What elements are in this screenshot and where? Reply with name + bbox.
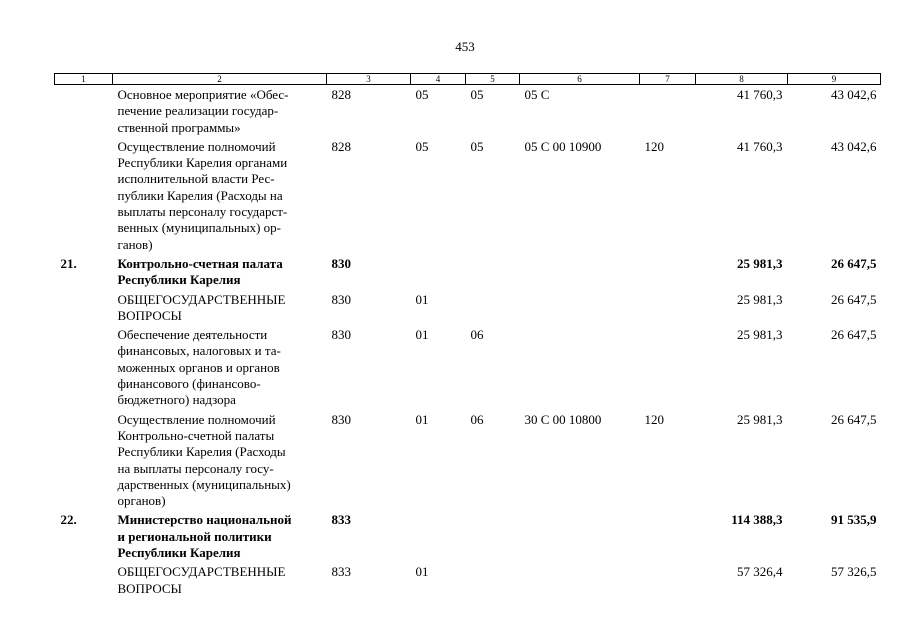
- section-code: 01: [415, 411, 429, 427]
- amount-col8: 41 760,3: [737, 138, 783, 154]
- column-header: 5: [466, 74, 520, 85]
- amount-col8: 25 981,3: [737, 327, 783, 343]
- row-number: [55, 85, 113, 136]
- ministry-code: 830: [331, 327, 351, 343]
- amount-col9: 43 042,6: [831, 87, 877, 102]
- section-code: [411, 253, 466, 289]
- subsection-code: [466, 253, 520, 289]
- row-name: Осуществление полномочий Контрольно-счетной палаты Республики Карелия (Расходы на выплаты персоналу госу- дарственных (муниципальных) органов): [117, 411, 291, 509]
- ministry-code: 828: [331, 138, 351, 154]
- table-row: [55, 289, 881, 325]
- amount-col9: 57 326,5: [831, 564, 877, 580]
- row-name: ОБЩЕГОСУДАРСТВЕННЫЕ ВОПРОСЫ: [117, 291, 286, 323]
- target-article-code: [520, 561, 640, 597]
- amount-col8: 25 981,3: [737, 255, 783, 271]
- column-header: 2: [113, 74, 327, 85]
- amount-col8: 41 760,3: [737, 87, 783, 102]
- ministry-code: 830: [331, 291, 351, 307]
- subsection-code: 06: [470, 411, 484, 427]
- row-name: Обеспечение деятельности финансовых, налоговых и та- моженных органов и органов финансового (финансово- бюджетного) надзора: [117, 327, 281, 408]
- expense-type-code: [640, 509, 696, 561]
- section-code: 05: [415, 138, 429, 154]
- page-number: 453: [455, 39, 475, 54]
- section-code: [411, 509, 466, 561]
- expense-type-code: [640, 253, 696, 289]
- amount-col8: 25 981,3: [737, 411, 783, 427]
- row-number: [55, 561, 113, 597]
- subsection-code: [466, 509, 520, 561]
- section-code: 01: [415, 327, 429, 343]
- amount-col9: 26 647,5: [831, 327, 877, 343]
- target-article-code: [520, 253, 640, 289]
- subsection-code: [466, 561, 520, 597]
- target-article-code: [520, 509, 640, 561]
- header-row: [55, 74, 881, 85]
- section-code: 01: [415, 291, 429, 307]
- table-row: [55, 85, 881, 136]
- column-header: 1: [55, 74, 113, 85]
- row-number: 22.: [60, 512, 77, 528]
- amount-col8: 114 388,3: [731, 512, 783, 528]
- amount-col8: 25 981,3: [737, 291, 783, 307]
- section-code: 05: [415, 87, 429, 102]
- subsection-code: 05: [470, 87, 484, 102]
- row-name: ОБЩЕГОСУДАРСТВЕННЫЕ ВОПРОСЫ: [117, 564, 286, 596]
- expense-type-code: [640, 85, 696, 136]
- amount-col9: 91 535,9: [831, 512, 877, 528]
- target-article-code: 30 С 00 10800: [524, 411, 602, 427]
- target-article-code: [520, 289, 640, 325]
- amount-col9: 26 647,5: [831, 411, 877, 427]
- target-article-code: [520, 324, 640, 408]
- ministry-code: 833: [331, 564, 351, 580]
- target-article-code: 05 С 00 10900: [524, 138, 602, 154]
- amount-col9: 26 647,5: [831, 255, 877, 271]
- amount-col9: 43 042,6: [831, 138, 877, 154]
- expense-type-code: [640, 289, 696, 325]
- budget-table: [54, 73, 881, 597]
- row-name: Министерство национальной и региональной политики Республики Карелия: [117, 512, 292, 561]
- column-header: 6: [520, 74, 640, 85]
- column-header: 8: [696, 74, 788, 85]
- table-row: [55, 324, 881, 408]
- ministry-code: 833: [331, 512, 351, 528]
- row-number: [55, 409, 113, 510]
- amount-col8: 57 326,4: [737, 564, 783, 580]
- table-row: [55, 561, 881, 597]
- row-name: Осуществление полномочий Республики Карелия органами исполнительной власти Рес- публики Карелия (Расходы на выплаты персоналу государст- венных (муниципальных) ор- ганов): [117, 138, 288, 252]
- row-number: [55, 289, 113, 325]
- column-header: 3: [327, 74, 411, 85]
- table-row: [55, 253, 881, 289]
- table-row: [55, 509, 881, 561]
- row-name: Контрольно-счетная палата Республики Карелия: [117, 255, 283, 288]
- ministry-code: 830: [331, 255, 351, 271]
- expense-type-code: [640, 561, 696, 597]
- subsection-code: 06: [470, 327, 484, 343]
- column-header: 9: [788, 74, 881, 85]
- amount-col9: 26 647,5: [831, 291, 877, 307]
- section-code: 01: [415, 564, 429, 580]
- table-row: [55, 136, 881, 253]
- table-row: [55, 409, 881, 510]
- row-number: [55, 136, 113, 253]
- row-number: [55, 324, 113, 408]
- subsection-code: [466, 289, 520, 325]
- ministry-code: 828: [331, 87, 351, 102]
- expense-type-code: 120: [644, 411, 664, 427]
- column-header: 4: [411, 74, 466, 85]
- ministry-code: 830: [331, 411, 351, 427]
- target-article-code: 05 С: [524, 87, 550, 102]
- row-name: Основное мероприятие «Обес- печение реализации государ- ственной программы»: [117, 87, 289, 135]
- row-number: 21.: [60, 255, 77, 271]
- column-header: 7: [640, 74, 696, 85]
- subsection-code: 05: [470, 138, 484, 154]
- expense-type-code: 120: [644, 138, 664, 154]
- expense-type-code: [640, 324, 696, 408]
